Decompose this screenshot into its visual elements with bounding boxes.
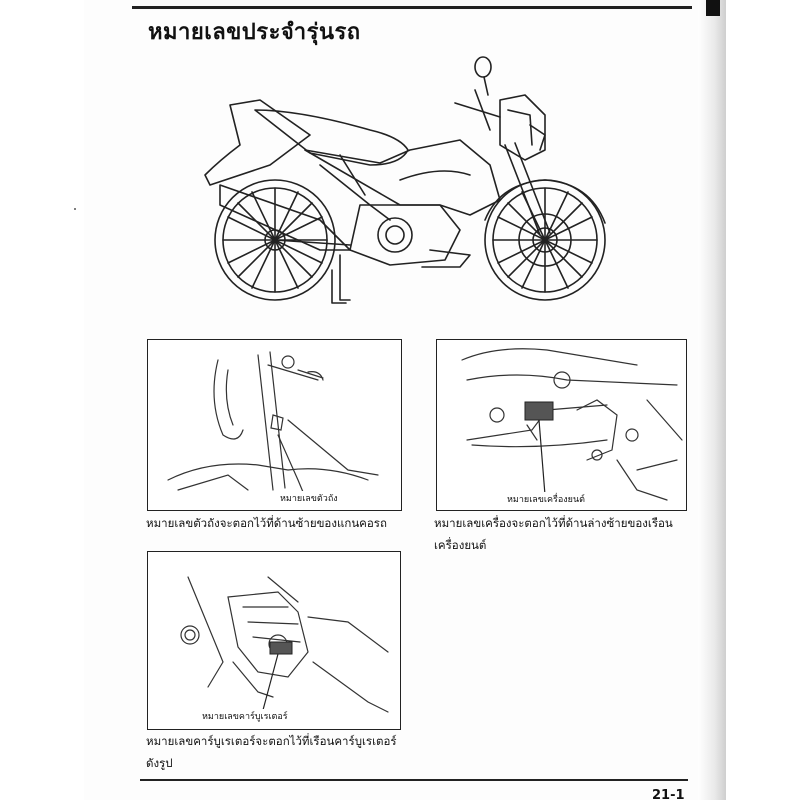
carburetor-drawing (148, 552, 400, 729)
page-edge-shadow (698, 0, 726, 800)
engine-number-caption (434, 512, 704, 556)
steering-head-drawing (148, 340, 401, 510)
carburetor-number-callout: หมายเลขคาร์บูเรเตอร์ (200, 709, 290, 723)
carburetor-number-figure (147, 551, 401, 730)
scan-speck (74, 208, 76, 210)
engine-caption-line1: หมายเลขเครื่องจะตอกไว้ที่ด้านล่างซ้ายของเรือน (434, 516, 673, 530)
bottom-rule (140, 779, 688, 781)
engine-caption-line2: เครื่องยนต์ (434, 538, 487, 552)
engine-case-drawing (437, 340, 686, 510)
frame-number-caption: หมายเลขตัวถังจะตอกไว้ที่ด้านซ้ายของแกนคอรถ (146, 516, 387, 530)
carburetor-caption-line2: ดังรูป (146, 756, 173, 770)
frame-number-callout: หมายเลขตัวถัง (278, 491, 340, 505)
carburetor-caption-line1: หมายเลขคาร์บูเรเตอร์จะตอกไว้ที่เรือนคาร์บูเรเตอร์ (146, 734, 397, 748)
engine-number-callout: หมายเลขเครื่องยนต์ (505, 492, 587, 506)
frame-number-figure (147, 339, 402, 511)
carburetor-number-caption (146, 730, 416, 774)
top-rule (132, 6, 692, 9)
corner-mark (706, 0, 720, 16)
engine-number-figure (436, 339, 687, 511)
page-title: หมายเลขประจำรุ่นรถ (148, 20, 361, 45)
motorcycle-illustration (200, 55, 620, 325)
page-number: 21-1 (652, 788, 685, 803)
